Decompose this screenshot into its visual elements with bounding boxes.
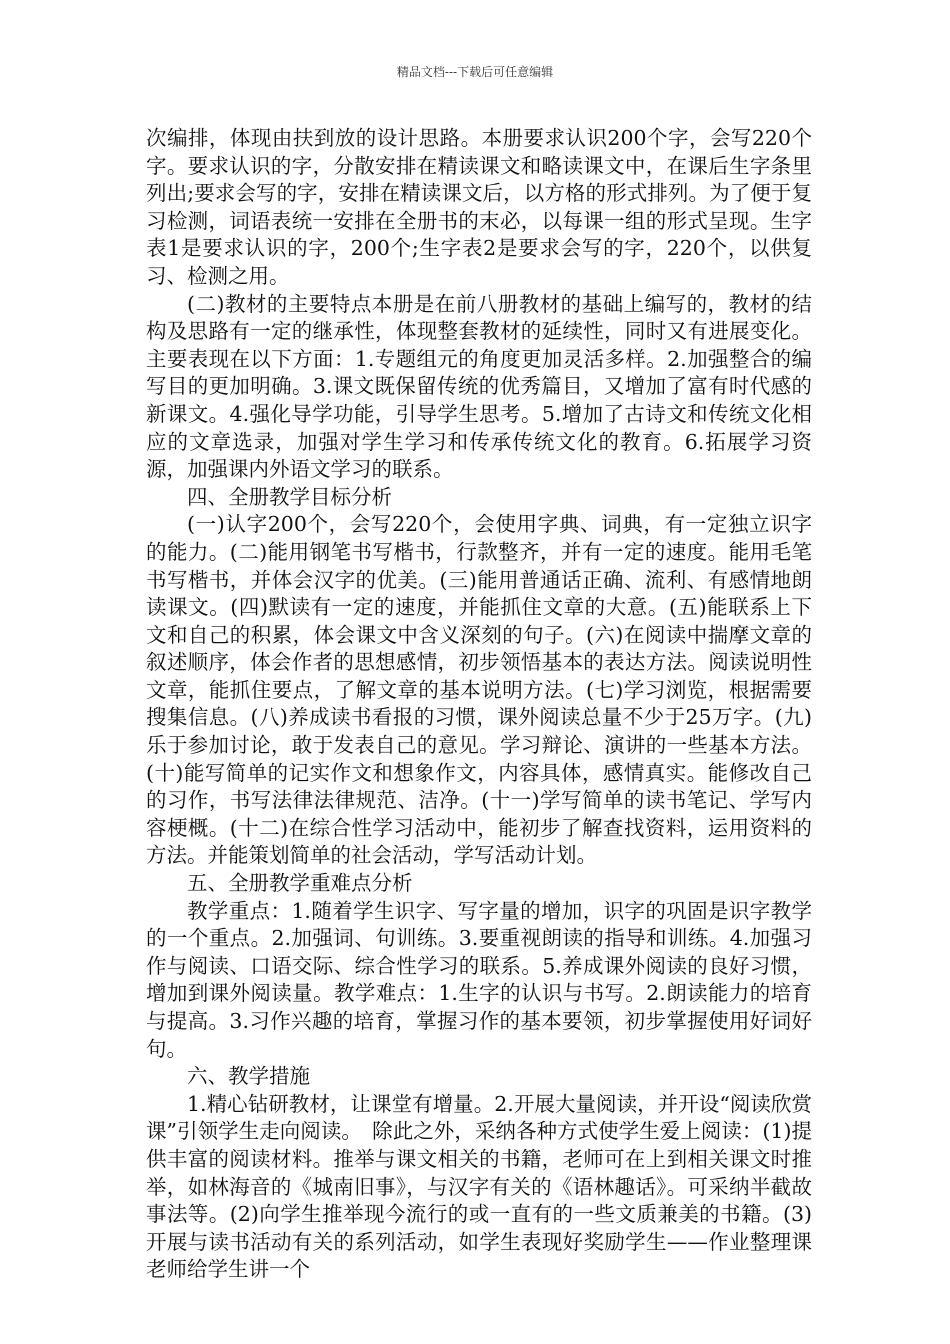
section-heading-measures: 六、教学措施 bbox=[187, 1064, 310, 1089]
paragraph-measures: 1.精心钻研教材，让课堂有增量。2.开展大量阅读，并开设“阅读欣赏课”引领学生走向阅读。 除此之外，采纳各种方式使学生爱上阅读：(1)提供丰富的阅读材料。推举与课文相关的书籍，老师可在上到相关课文时推举，如林海音的《城南旧事》，与汉字有关的《语林趣话》。可采纳半截故事法等。(2)向学生推举现今流行的或一直有的一些文质兼美的书籍。(3)开展与读书活动有关的系列活动，如学生表现好奖励学生——作业整理课老师给学生讲一个 bbox=[146, 1091, 812, 1282]
paragraph-textbook-features: (二)教材的主要特点本册是在前八册教材的基础上编写的，教材的结构及思路有一定的继承性，体现整套教材的延续性，同时又有进展变化。主要表现在以下方面：1.专题组元的角度更加灵活多样。2.加强整合的编写目的更加明确。3.课文既保留传统的优秀篇目，又增加了富有时代感的新课文。4.强化导学功能，引导学生思考。5.增加了古诗文和传统文化相应的文章选录，加强对学生学习和传承传统文化的教育。6.拓展学习资源，加强课内外语文学习的联系。 bbox=[146, 291, 812, 482]
document-body bbox=[146, 125, 812, 1284]
paragraph-goals: (一)认字200个，会写220个，会使用字典、词典，有一定独立识字的能力。(二)能用钢笔书写楷书，行款整齐，并有一定的速度。能用毛笔书写楷书，并体会汉字的优美。(三)能用普通话正确、流利、有感情地朗读课文。(四)默读有一定的速度，并能抓住文章的大意。(五)能联系上下文和自己的积累，体会课文中含义深刻的句子。(六)在阅读中揣摩文章的叙述顺序，体会作者的思想感情，初步领悟基本的表达方法。阅读说明性文章，能抓住要点，了解文章的基本说明方法。(七)学习浏览，根据需要搜集信息。(八)养成读书看报的习惯，课外阅读总量不少于25万字。(九)乐于参加讨论，敢于发表自己的意见。学习辩论、演讲的一些基本方法。(十)能写简单的记实作文和想象作文，内容具体，感情真实。能修改自己的习作，书写法律法律规范、洁净。(十一)学写简单的读书笔记、学写内容梗概。(十二)在综合性学习活动中，能初步了解查找资料，运用资料的方法。并能策划简单的社会活动，学写活动计划。 bbox=[146, 512, 812, 868]
section-heading-key-points: 五、全册教学重难点分析 bbox=[187, 871, 413, 896]
page-header: 精品文档---下载后可任意编辑 bbox=[396, 65, 554, 79]
paragraph-key-points: 教学重点：1.随着学生识字、写字量的增加，识字的巩固是识字教学的一个重点。2.加强词、句训练。3.要重视朗读的指导和训练。4.加强习作与阅读、口语交际、综合性学习的联系。5.养成课外阅读的良好习惯，增加到课外阅读量。教学难点：1.生字的认识与书写。2.朗读能力的培育与提高。3.习作兴趣的培育，掌握习作的基本要领，初步掌握使用好词好句。 bbox=[146, 898, 812, 1061]
paragraph-textbook-arrangement: 次编排，体现由扶到放的设计思路。本册要求认识200个字，会写220个字。要求认识的字，分散安排在精读课文和略读课文中，在课后生字条里列出;要求会写的字，安排在精读课文后，以方格的形式排列。为了便于复习检测，词语表统一安排在全册书的末必，以每课一组的形式呈现。生字表1是要求认识的字，200个;生字表2是要求会写的字，220个，以供复习、检测之用。 bbox=[146, 126, 812, 288]
section-heading-goals: 四、全册教学目标分析 bbox=[187, 484, 392, 509]
